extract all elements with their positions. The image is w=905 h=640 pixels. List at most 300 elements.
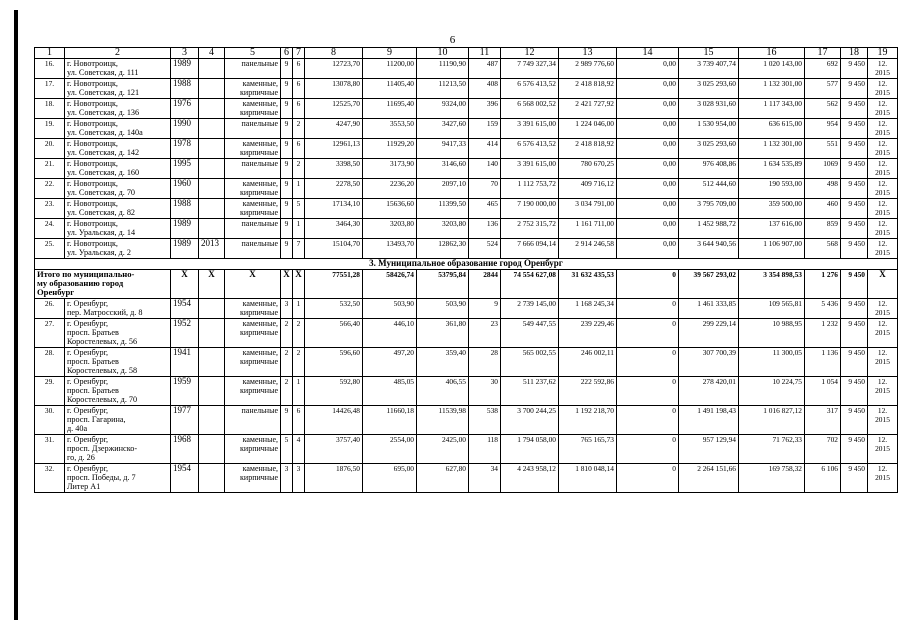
value-cell: 9 450 [841,179,868,199]
floors-entrances-cell: 9 [281,219,293,239]
value-cell: 3 025 293,60 [679,139,739,159]
year-built: 1960 [171,179,199,199]
value-cell: 359,40 [417,348,469,377]
cell-line: Итого по муниципально- [37,269,135,279]
cell-line: г. Оренбург, [67,348,109,357]
address-cell [65,377,171,406]
left-margin-bar [14,10,18,620]
value-cell: 3203,80 [363,219,417,239]
value-cell: 11695,40 [363,99,417,119]
row-number: 30. [35,406,65,435]
floors-entrances-cell: 1 [293,179,305,199]
cell-line: 12. [877,179,888,188]
cell-line: кирпичные [240,88,278,97]
value-cell: 2425,00 [417,435,469,464]
cell-line: го, д. 26 [67,453,95,462]
cell-line: 12. [877,299,888,308]
column-number-cell: 17 [805,48,841,59]
value-cell: 1 461 333,85 [679,299,739,319]
value-cell: 9 450 [841,79,868,99]
floors-entrances-cell: 9 [281,239,293,259]
column-number-cell: 18 [841,48,868,59]
value-cell: 7 749 327,34 [501,59,559,79]
value-cell: 695,00 [363,464,417,493]
value-cell: 3 795 709,00 [679,199,739,219]
floors-entrances-cell: 6 [293,59,305,79]
value-cell: 0,00 [617,79,679,99]
wall-material [225,299,281,319]
floors-entrances-cell: 9 [281,59,293,79]
cell-line: г. Новотроицк, [67,219,118,228]
table-row [35,299,898,319]
cell-line: 12. [877,119,888,128]
year-renovated [199,377,225,406]
column-number-cell: 13 [559,48,617,59]
year-built: 1959 [171,377,199,406]
address-cell [65,179,171,199]
total-value-cell: 77551,28 [305,270,363,299]
year-renovated [199,179,225,199]
deadline-cell [868,159,898,179]
floors-entrances-cell: 2 [281,377,293,406]
table-row [35,464,898,493]
value-cell: 0 [617,464,679,493]
value-cell: 976 408,86 [679,159,739,179]
year-renovated [199,59,225,79]
wall-material [225,119,281,139]
deadline-cell [868,319,898,348]
year-renovated [199,464,225,493]
row-number: 26. [35,299,65,319]
row-number: 19. [35,119,65,139]
value-cell: 1 020 143,00 [739,59,805,79]
value-cell: 9324,00 [417,99,469,119]
value-cell: 9 450 [841,435,868,464]
value-cell: 10 224,75 [739,377,805,406]
cell-line: 12. [877,348,888,357]
table-row [35,435,898,464]
value-cell: 15636,60 [363,199,417,219]
floors-entrances-cell: 9 [281,179,293,199]
floors-entrances-cell: 9 [281,79,293,99]
table-row [35,59,898,79]
total-x-cell: X [868,270,898,299]
floors-entrances-cell: 1 [293,377,305,406]
value-cell: 2 418 818,92 [559,139,617,159]
row-number: 16. [35,59,65,79]
value-cell: 1 168 245,34 [559,299,617,319]
value-cell: 551 [805,139,841,159]
deadline-cell [868,406,898,435]
value-cell: 12862,30 [417,239,469,259]
value-cell: 2 989 776,60 [559,59,617,79]
row-number: 21. [35,159,65,179]
cell-line: ул. Советская, д. 121 [67,88,140,97]
cell-line: кирпичные [240,357,278,366]
cell-line: 2015 [875,248,890,257]
cell-line: 12. [877,99,888,108]
year-built: 1952 [171,319,199,348]
wall-material [225,99,281,119]
value-cell: 190 593,00 [739,179,805,199]
value-cell: 11405,40 [363,79,417,99]
value-cell: 12723,70 [305,59,363,79]
deadline-cell [868,348,898,377]
cell-line: просп. Братьев [67,357,119,366]
value-cell: 3 028 931,60 [679,99,739,119]
value-cell: 9 450 [841,159,868,179]
table-row [35,239,898,259]
year-built: 1976 [171,99,199,119]
total-x-cell: X [281,270,293,299]
cell-line: ул. Советская, д. 160 [67,168,140,177]
value-cell: 9 450 [841,139,868,159]
value-cell: 222 592,86 [559,377,617,406]
value-cell: 7 190 000,00 [501,199,559,219]
page-number: 6 [449,34,456,46]
value-cell: 3 700 244,25 [501,406,559,435]
value-cell: 487 [469,59,501,79]
value-cell: 136 [469,219,501,239]
cell-line: кирпичные [240,188,278,197]
value-cell: 307 700,39 [679,348,739,377]
value-cell: 0,00 [617,139,679,159]
deadline-cell [868,59,898,79]
value-cell: 446,10 [363,319,417,348]
value-cell: 0,00 [617,199,679,219]
value-cell: 538 [469,406,501,435]
cell-line: 2015 [875,188,890,197]
cell-line: Коростелевых, д. 56 [67,337,138,346]
row-number: 23. [35,199,65,219]
value-cell: 9 450 [841,377,868,406]
total-x-cell: X [293,270,305,299]
value-cell: 9 450 [841,119,868,139]
value-cell: 2 421 727,92 [559,99,617,119]
cell-line: Коростелевых, д. 58 [67,366,138,375]
cell-line: 2015 [875,228,890,237]
value-cell: 9417,33 [417,139,469,159]
cell-line: панельные [241,406,278,415]
value-cell: 512 444,60 [679,179,739,199]
address-cell [65,464,171,493]
value-cell: 414 [469,139,501,159]
total-x-cell: X [225,270,281,299]
year-renovated [199,199,225,219]
value-cell: 1 136 [805,348,841,377]
cell-line: 12. [877,159,888,168]
column-number-row [35,48,898,59]
year-renovated [199,219,225,239]
cell-line: кирпичные [240,308,278,317]
value-cell: 1 161 711,00 [559,219,617,239]
column-number-cell: 6 [281,48,293,59]
value-cell: 3203,80 [417,219,469,239]
cell-line: 12. [877,219,888,228]
column-number-cell: 2 [65,48,171,59]
value-cell: 503,90 [417,299,469,319]
floors-entrances-cell: 2 [281,348,293,377]
year-renovated [199,348,225,377]
cell-line: просп. Гагарина, [67,415,126,424]
total-row [35,270,898,299]
value-cell: 9 450 [841,299,868,319]
cell-line: ул. Советская, д. 111 [67,68,139,77]
column-number-cell: 10 [417,48,469,59]
total-value-cell: 0 [617,270,679,299]
wall-material [225,348,281,377]
total-value-cell: 53795,84 [417,270,469,299]
value-cell: 140 [469,159,501,179]
value-cell: 11213,50 [417,79,469,99]
wall-material [225,239,281,259]
value-cell: 17134,10 [305,199,363,219]
value-cell: 9 [469,299,501,319]
value-cell: 13078,80 [305,79,363,99]
value-cell: 409 716,12 [559,179,617,199]
cell-line: просп. Братьев [67,328,119,337]
value-cell: 1 132 301,00 [739,139,805,159]
floors-entrances-cell: 2 [281,319,293,348]
floors-entrances-cell: 1 [293,219,305,239]
wall-material [225,219,281,239]
cell-line: кирпичные [240,444,278,453]
cell-line: ул. Советская, д. 142 [67,148,140,157]
value-cell: 10 988,95 [739,319,805,348]
value-cell: 702 [805,435,841,464]
value-cell: 2 264 151,66 [679,464,739,493]
deadline-cell [868,239,898,259]
cell-line: 2015 [875,357,890,366]
total-value-cell: 39 567 293,02 [679,270,739,299]
year-built: 1968 [171,435,199,464]
value-cell: 71 762,33 [739,435,805,464]
column-number-cell: 7 [293,48,305,59]
deadline-cell [868,377,898,406]
value-cell: 30 [469,377,501,406]
floors-entrances-cell: 6 [293,139,305,159]
value-cell: 169 758,32 [739,464,805,493]
address-cell [65,435,171,464]
cell-line: 12. [877,59,888,68]
value-cell: 359 500,00 [739,199,805,219]
value-cell: 1 054 [805,377,841,406]
column-number-cell: 4 [199,48,225,59]
value-cell: 765 165,73 [559,435,617,464]
year-built: 1989 [171,239,199,259]
cell-line: 2015 [875,473,890,482]
value-cell: 2 418 818,92 [559,79,617,99]
cell-line: ул. Советская, д. 82 [67,208,136,217]
value-cell: 524 [469,239,501,259]
floors-entrances-cell: 5 [281,435,293,464]
cell-line: 12. [877,464,888,473]
value-cell: 498 [805,179,841,199]
cell-line: г. Новотроицк, [67,59,118,68]
value-cell: 1 491 198,43 [679,406,739,435]
column-number-cell: 3 [171,48,199,59]
value-cell: 3398,50 [305,159,363,179]
value-cell: 299 229,14 [679,319,739,348]
floors-entrances-cell: 3 [293,464,305,493]
value-cell: 406,55 [417,377,469,406]
year-built: 1990 [171,119,199,139]
cell-line: панельные [241,59,278,68]
value-cell: 278 420,01 [679,377,739,406]
value-cell: 9 450 [841,59,868,79]
total-value-cell: 31 632 435,53 [559,270,617,299]
cell-line: просп. Дзержинско- [67,444,138,453]
value-cell: 9 450 [841,219,868,239]
cell-line: 12. [877,319,888,328]
value-cell: 0,00 [617,99,679,119]
cell-line: г. Новотроицк, [67,239,118,248]
cell-line: 12. [877,435,888,444]
total-value-cell: 3 354 898,53 [739,270,805,299]
cell-line: каменные, [242,199,278,208]
value-cell: 0 [617,299,679,319]
address-cell [65,199,171,219]
cell-line: ул. Уральская, д. 14 [67,228,136,237]
value-cell: 1 224 046,00 [559,119,617,139]
deadline-cell [868,119,898,139]
cell-line: 2015 [875,308,890,317]
cell-line: 12. [877,377,888,386]
deadline-cell [868,435,898,464]
cell-line: 2015 [875,444,890,453]
cell-line: г. Новотроицк, [67,159,118,168]
cell-line: му образованию город [37,278,124,288]
value-cell: 1 452 988,72 [679,219,739,239]
year-renovated [199,139,225,159]
table-row [35,139,898,159]
cell-line: 12. [877,79,888,88]
cell-line: 12. [877,239,888,248]
value-cell: 1 530 954,00 [679,119,739,139]
value-cell: 4247,90 [305,119,363,139]
value-cell: 1 112 753,72 [501,179,559,199]
floors-entrances-cell: 6 [293,99,305,119]
year-built: 1995 [171,159,199,179]
value-cell: 2 752 315,72 [501,219,559,239]
cell-line: панельные [241,219,278,228]
cell-line: ул. Уральская, д. 2 [67,248,131,257]
value-cell: 1876,50 [305,464,363,493]
floors-entrances-cell: 2 [293,319,305,348]
cell-line: кирпичные [240,208,278,217]
table-row [35,99,898,119]
value-cell: 396 [469,99,501,119]
deadline-cell [868,219,898,239]
address-cell [65,348,171,377]
row-number: 25. [35,239,65,259]
cell-line: пер. Матросский, д. 8 [67,308,143,317]
wall-material [225,406,281,435]
cell-line: Литер А1 [67,482,101,491]
value-cell: 954 [805,119,841,139]
deadline-cell [868,299,898,319]
value-cell: 485,05 [363,377,417,406]
value-cell: 1 106 907,00 [739,239,805,259]
value-cell: 11399,50 [417,199,469,219]
row-number: 27. [35,319,65,348]
value-cell: 780 670,25 [559,159,617,179]
value-cell: 562 [805,99,841,119]
wall-material [225,464,281,493]
value-cell: 118 [469,435,501,464]
value-cell: 460 [805,199,841,219]
year-built: 1988 [171,79,199,99]
value-cell: 9 450 [841,319,868,348]
floors-entrances-cell: 2 [293,348,305,377]
value-cell: 532,50 [305,299,363,319]
column-number-cell: 12 [501,48,559,59]
value-cell: 3 644 940,56 [679,239,739,259]
row-number: 29. [35,377,65,406]
floors-entrances-cell: 7 [293,239,305,259]
wall-material [225,319,281,348]
wall-material [225,435,281,464]
section-heading-row [35,259,898,270]
wall-material [225,159,281,179]
floors-entrances-cell: 6 [293,79,305,99]
section-title: 3. Муниципальное образование город Оренбург [35,259,898,270]
cell-line: ул. Советская, д. 136 [67,108,140,117]
value-cell: 159 [469,119,501,139]
row-number: 28. [35,348,65,377]
year-built: 1954 [171,299,199,319]
year-renovated [199,119,225,139]
value-cell: 239 229,46 [559,319,617,348]
floors-entrances-cell: 2 [293,159,305,179]
year-renovated: 2013 [199,239,225,259]
value-cell: 11539,98 [417,406,469,435]
year-built: 1989 [171,219,199,239]
total-value-cell: 58426,74 [363,270,417,299]
value-cell: 9 450 [841,406,868,435]
year-renovated [199,406,225,435]
wall-material [225,79,281,99]
value-cell: 4 243 958,12 [501,464,559,493]
value-cell: 0,00 [617,159,679,179]
value-cell: 577 [805,79,841,99]
column-number-cell: 1 [35,48,65,59]
table-row [35,179,898,199]
year-built: 1941 [171,348,199,377]
cell-line: каменные, [242,99,278,108]
address-cell [65,299,171,319]
floors-entrances-cell: 5 [293,199,305,219]
floors-entrances-cell: 9 [281,139,293,159]
year-built: 1954 [171,464,199,493]
cell-line: кирпичные [240,386,278,395]
cell-line: 2015 [875,415,890,424]
cell-line: д. 40а [67,424,88,433]
value-cell: 12961,13 [305,139,363,159]
wall-material [225,179,281,199]
value-cell: 34 [469,464,501,493]
value-cell: 6 576 413,52 [501,79,559,99]
cell-line: г. Новотроицк, [67,179,118,188]
year-renovated [199,299,225,319]
cell-line: каменные, [242,319,278,328]
column-number-cell: 15 [679,48,739,59]
value-cell: 1 794 058,00 [501,435,559,464]
cell-line: кирпичные [240,328,278,337]
value-cell: 0 [617,406,679,435]
value-cell: 2554,00 [363,435,417,464]
value-cell: 1 232 [805,319,841,348]
